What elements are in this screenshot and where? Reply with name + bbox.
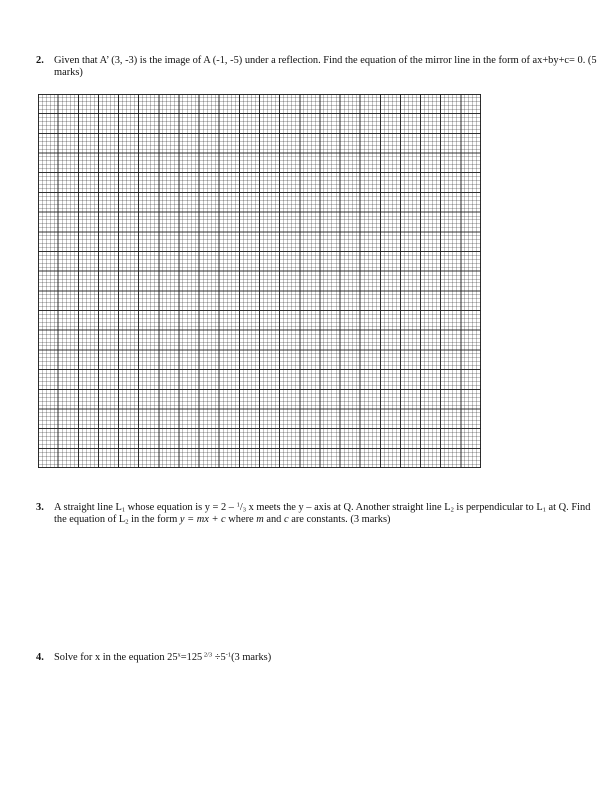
question-2 [36,55,600,79]
subscript: 1 [121,506,126,514]
question-number: 2. [36,55,44,66]
question-text [54,502,600,526]
question-4 [36,652,600,664]
text-span: are constants. (3 marks) [288,514,391,526]
variable-c: c [283,514,289,526]
text-span: (3 marks) [231,652,272,663]
question-text [54,652,600,664]
text-span: Solve for x in the equation 25 [54,652,178,663]
text-span: x meets the y – axis at Q. Another straight line L [245,502,451,513]
text-span: ÷5 [212,652,226,663]
graph-paper [38,94,481,468]
exponent: -1 [225,651,232,659]
fraction-numerator: 1 [236,501,240,509]
equation-form: y = mx + c [179,514,226,526]
subscript: 2 [450,506,454,514]
text-span: whose equation is y = 2 – [125,502,237,513]
graph-paper-grid [38,94,481,468]
subscript: 2 [125,518,129,526]
text-span: where [225,514,257,526]
subscript: 1 [542,506,546,514]
question-3 [36,502,600,526]
question-text: Given that A’ (3, -3) is the image of A (-1, -5) under a reflection. Find the equation of the mirror line in the form of ax+by+c= 0. (5 marks) [54,55,597,79]
text-span: at Q. Find the equation of L [54,502,591,526]
text-span: in the form [128,514,180,526]
fraction-slash: / [239,502,243,513]
text-span: is perpendicular to L [453,502,543,513]
variable-m: m [256,514,264,526]
text-span: A straight line L [54,502,122,513]
question-number: 4. [36,652,44,663]
exponent: 2/3 [202,651,213,659]
question-number: 3. [36,502,44,513]
fraction-denominator: 3 [242,506,246,514]
exponent: x [177,651,181,659]
text-span: and [263,514,284,526]
text-span: =125 [180,652,203,663]
